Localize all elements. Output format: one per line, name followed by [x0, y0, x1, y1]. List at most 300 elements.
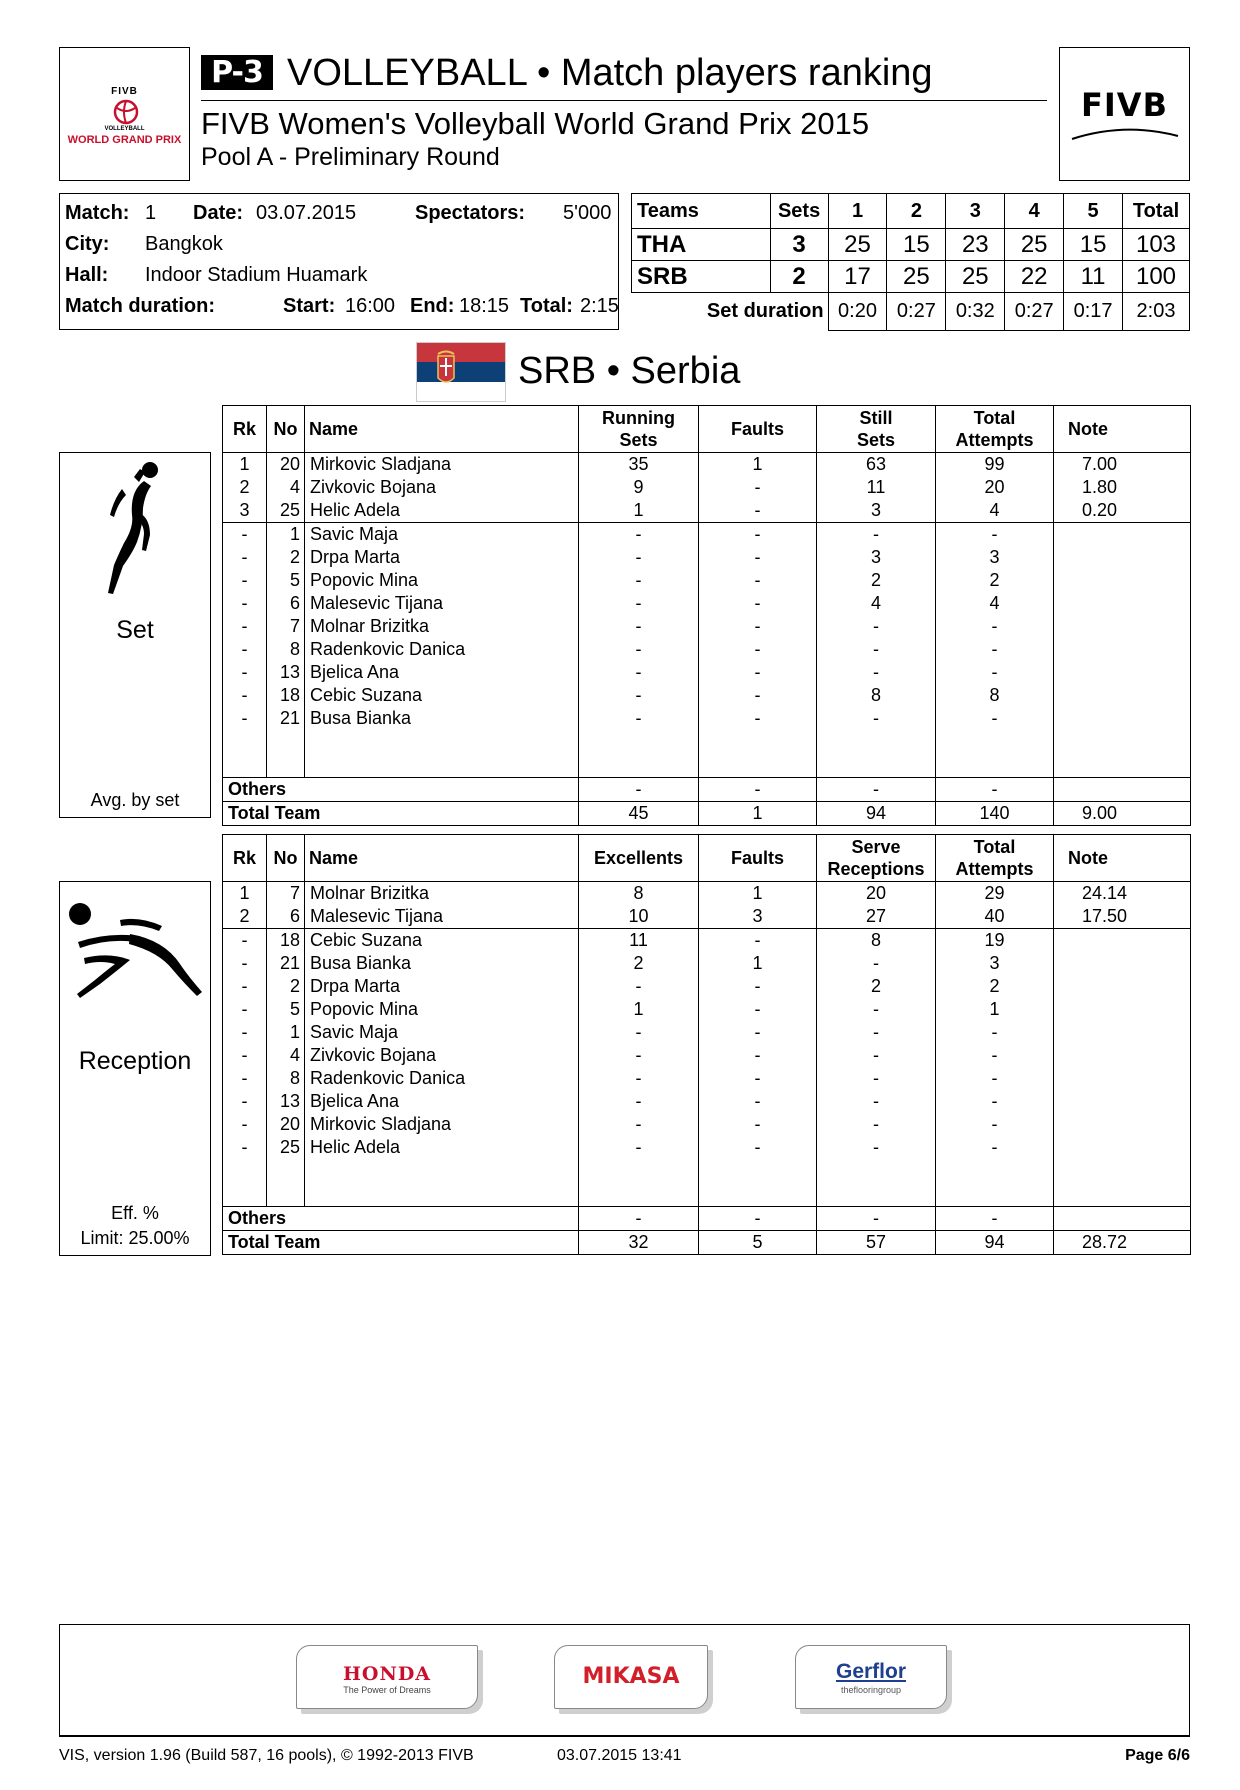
player-rank: -: [223, 1067, 267, 1090]
page-title: VOLLEYBALL • Match players ranking: [287, 52, 933, 94]
match-info-panel: [59, 193, 619, 330]
start-time: 16:00: [345, 295, 396, 317]
player-row: [223, 975, 1191, 998]
hall-label: Hall:: [65, 264, 109, 286]
total-points: 100: [1123, 261, 1190, 293]
team-heading: SRB • Serbia: [518, 350, 741, 392]
sponsor-name: HONDA: [342, 1663, 432, 1685]
others-note: [1054, 1206, 1191, 1230]
stat-value: -: [699, 476, 817, 499]
player-rank: -: [223, 1090, 267, 1113]
stat-value: 8: [936, 684, 1054, 707]
stat-value: -: [936, 1067, 1054, 1090]
total-value: 94: [817, 801, 936, 825]
sets-won: 2: [770, 261, 828, 293]
player-row: [223, 684, 1191, 707]
stat-value: -: [936, 1090, 1054, 1113]
player-note: [1054, 615, 1191, 638]
stat-value: 4: [817, 592, 936, 615]
empty-cell: [305, 1159, 579, 1206]
set-score: 15: [887, 229, 946, 261]
set-duration-row: [632, 293, 1190, 331]
player-rank: -: [223, 523, 267, 547]
stat-value: -: [579, 1090, 699, 1113]
stat-value: -: [699, 707, 817, 730]
others-value: -: [936, 1206, 1054, 1230]
player-rank: 2: [223, 905, 267, 929]
player-name: Bjelica Ana: [305, 661, 579, 684]
set-score: 11: [1064, 261, 1123, 293]
set-score: 23: [946, 229, 1005, 261]
reception-skill-label: Reception: [78, 1047, 192, 1075]
player-number: 13: [267, 1090, 305, 1113]
player-name: Drpa Marta: [305, 975, 579, 998]
stat-value: -: [936, 661, 1054, 684]
player-name: Zivkovic Bojana: [305, 1044, 579, 1067]
stat-value: 1: [936, 998, 1054, 1021]
player-row: [223, 929, 1191, 953]
set-score: 25: [1005, 229, 1064, 261]
player-row: [223, 707, 1191, 730]
end-label: End:: [410, 295, 455, 317]
stat-value: -: [579, 1136, 699, 1159]
excellents-header: Excellents: [579, 835, 699, 882]
note-header: Note: [1054, 835, 1191, 882]
others-label: Others: [223, 1206, 579, 1230]
stat-value: -: [817, 615, 936, 638]
player-note: [1054, 523, 1191, 547]
total-label: Total Team: [223, 801, 579, 825]
player-number: 13: [267, 661, 305, 684]
others-value: -: [817, 777, 936, 801]
total-attempts-header-line2: Attempts: [955, 859, 1034, 879]
set-duration: 0:27: [1005, 293, 1064, 331]
others-note: [1054, 777, 1191, 801]
player-name: Bjelica Ana: [305, 1090, 579, 1113]
still-sets-header: [817, 406, 936, 453]
stat-value: 27: [817, 905, 936, 929]
player-row: [223, 615, 1191, 638]
logo-volleyball-text: VOLLEYBALL: [104, 126, 145, 132]
player-number: 18: [267, 929, 305, 953]
player-note: [1054, 1044, 1191, 1067]
name-header: Name: [305, 406, 579, 453]
others-value: -: [936, 777, 1054, 801]
player-name: Popovic Mina: [305, 569, 579, 592]
stat-value: -: [579, 975, 699, 998]
stat-value: 2: [936, 569, 1054, 592]
date-label: Date:: [193, 202, 244, 224]
player-rank: -: [223, 975, 267, 998]
player-name: Malesevic Tijana: [305, 592, 579, 615]
player-name: Zivkovic Bojana: [305, 476, 579, 499]
set-duration-label: Set duration: [632, 293, 829, 331]
serve-receptions-header-line1: Serve: [851, 837, 901, 857]
empty-cell: [817, 1159, 936, 1206]
total-note: 28.72: [1054, 1230, 1191, 1254]
stat-value: 8: [817, 684, 936, 707]
player-name: Popovic Mina: [305, 998, 579, 1021]
player-note: 17.50: [1054, 905, 1191, 929]
empty-cell: [267, 730, 305, 777]
player-number: 2: [267, 975, 305, 998]
city-label: City:: [65, 233, 110, 255]
stat-value: -: [817, 707, 936, 730]
player-note: 24.14: [1054, 882, 1191, 906]
fivb-logo-text: FIVB: [1081, 86, 1168, 124]
player-name: Savic Maja: [305, 1021, 579, 1044]
title-divider: [201, 100, 1047, 101]
player-number: 25: [267, 499, 305, 523]
rank-header: Rk: [223, 406, 267, 453]
duration-label: Match duration:: [65, 295, 215, 317]
sponsor-name: Gerflor: [835, 1660, 906, 1683]
score-row-tha: [632, 229, 1190, 261]
total-team-row: [223, 1230, 1191, 1254]
empty-cell: [699, 1159, 817, 1206]
player-row: [223, 1067, 1191, 1090]
stat-value: -: [579, 707, 699, 730]
match-number: 1: [145, 202, 157, 224]
logo-fivb-text: FIVB: [111, 86, 138, 97]
player-number: 1: [267, 523, 305, 547]
set3-header: 3: [946, 194, 1005, 229]
total-attempts-header-line2: Attempts: [955, 430, 1034, 450]
stat-value: 2: [817, 569, 936, 592]
reception-ranking-table: [222, 834, 1191, 1255]
name-header: Name: [305, 835, 579, 882]
player-rank: -: [223, 1136, 267, 1159]
sets-header: Sets: [770, 194, 828, 229]
total-attempts-header: [936, 406, 1054, 453]
stat-value: -: [579, 615, 699, 638]
player-number: 7: [267, 615, 305, 638]
total-value: 94: [936, 1230, 1054, 1254]
stat-value: -: [699, 546, 817, 569]
total-attempts-header-line1: Total: [973, 408, 1016, 428]
total-value: 140: [936, 801, 1054, 825]
set-score: 25: [828, 229, 887, 261]
empty-cell: [699, 730, 817, 777]
set-duration: 0:32: [946, 293, 1005, 331]
stat-value: -: [817, 661, 936, 684]
player-note: [1054, 975, 1191, 998]
player-number: 5: [267, 998, 305, 1021]
stat-value: 4: [936, 592, 1054, 615]
player-rank: -: [223, 661, 267, 684]
player-row: [223, 569, 1191, 592]
player-note: [1054, 1021, 1191, 1044]
report-code-badge: P-3: [201, 55, 273, 90]
stat-value: -: [699, 998, 817, 1021]
stat-value: -: [699, 1136, 817, 1159]
stat-value: -: [817, 998, 936, 1021]
team-code: SRB: [632, 261, 771, 293]
player-note: [1054, 707, 1191, 730]
set-duration: 0:17: [1064, 293, 1123, 331]
score-table: [631, 193, 1190, 331]
stat-value: -: [699, 1021, 817, 1044]
player-name: Busa Bianka: [305, 707, 579, 730]
filler-row: [223, 1159, 1191, 1206]
stat-value: -: [699, 1113, 817, 1136]
stat-value: -: [579, 592, 699, 615]
player-row: [223, 476, 1191, 499]
stat-value: -: [699, 929, 817, 953]
sponsor-gerflor: [795, 1645, 947, 1709]
serbia-flag-icon: [416, 342, 506, 402]
player-rank: -: [223, 546, 267, 569]
stat-value: -: [699, 1090, 817, 1113]
score-header-row: [632, 194, 1190, 229]
rank-header: Rk: [223, 835, 267, 882]
player-name: Cebic Suzana: [305, 684, 579, 707]
serve-receptions-header: [817, 835, 936, 882]
empty-cell: [223, 730, 267, 777]
stat-value: -: [699, 975, 817, 998]
stat-value: 40: [936, 905, 1054, 929]
stat-value: 3: [817, 499, 936, 523]
stat-value: 8: [579, 882, 699, 906]
player-note: [1054, 684, 1191, 707]
world-grand-prix-logo: [59, 47, 190, 181]
stat-value: 19: [936, 929, 1054, 953]
stat-value: -: [579, 1021, 699, 1044]
stat-value: 3: [936, 546, 1054, 569]
empty-cell: [223, 1159, 267, 1206]
empty-cell: [1054, 730, 1191, 777]
stat-value: 3: [936, 952, 1054, 975]
player-note: [1054, 546, 1191, 569]
player-rank: -: [223, 952, 267, 975]
stat-value: -: [699, 1044, 817, 1067]
player-number: 8: [267, 1067, 305, 1090]
stat-value: 63: [817, 453, 936, 477]
stat-value: -: [817, 1136, 936, 1159]
player-number: 5: [267, 569, 305, 592]
number-header: No: [267, 835, 305, 882]
stat-value: -: [936, 523, 1054, 547]
player-rank: -: [223, 998, 267, 1021]
set-duration-total: 2:03: [1123, 293, 1190, 331]
stat-value: -: [579, 523, 699, 547]
stat-value: -: [699, 615, 817, 638]
fivb-logo: [1059, 47, 1190, 181]
player-row: [223, 523, 1191, 547]
total-label: Total:: [520, 295, 573, 317]
player-number: 20: [267, 453, 305, 477]
sets-won: 3: [770, 229, 828, 261]
player-rank: -: [223, 707, 267, 730]
serve-receptions-header-line2: Receptions: [827, 859, 925, 879]
player-note: [1054, 929, 1191, 953]
player-rank: 1: [223, 453, 267, 477]
player-rank: -: [223, 929, 267, 953]
player-rank: -: [223, 638, 267, 661]
footer-version: VIS, version 1.96 (Build 587, 16 pools), © 1992-2013 FIVB: [59, 1747, 474, 1764]
stat-value: 20: [936, 476, 1054, 499]
others-value: -: [817, 1206, 936, 1230]
stat-value: -: [579, 1113, 699, 1136]
footer-divider: [59, 1736, 1190, 1737]
stat-value: -: [699, 661, 817, 684]
stat-value: -: [579, 684, 699, 707]
player-row: [223, 1090, 1191, 1113]
stat-value: 1: [579, 998, 699, 1021]
others-value: -: [699, 1206, 817, 1230]
player-rank: 1: [223, 882, 267, 906]
player-row: [223, 952, 1191, 975]
fivb-swoosh-icon: [1070, 124, 1180, 142]
stat-value: 3: [699, 905, 817, 929]
player-row: [223, 905, 1191, 929]
hall-value: Indoor Stadium Huamark: [145, 264, 368, 286]
start-label: Start:: [283, 295, 336, 317]
player-name: Cebic Suzana: [305, 929, 579, 953]
stat-value: 2: [936, 975, 1054, 998]
total-value: 32: [579, 1230, 699, 1254]
player-number: 20: [267, 1113, 305, 1136]
others-value: -: [579, 1206, 699, 1230]
sponsor-mikasa: [554, 1645, 708, 1709]
stat-value: 8: [817, 929, 936, 953]
set-score: 15: [1064, 229, 1123, 261]
reception-skill-panel: [59, 881, 211, 1256]
stat-value: 4: [936, 499, 1054, 523]
stat-value: -: [579, 546, 699, 569]
empty-cell: [1054, 1159, 1191, 1206]
total-team-row: [223, 801, 1191, 825]
logo-world-grand-prix-text: WORLD GRAND PRIX: [67, 134, 182, 146]
player-name: Radenkovic Danica: [305, 638, 579, 661]
player-note: [1054, 998, 1191, 1021]
others-label: Others: [223, 777, 579, 801]
spectators-count: 5'000: [563, 202, 612, 224]
player-row: [223, 546, 1191, 569]
stat-value: -: [817, 1067, 936, 1090]
empty-cell: [936, 730, 1054, 777]
stat-value: 99: [936, 453, 1054, 477]
player-rank: -: [223, 1021, 267, 1044]
reception-limit-label: Limit: 25.00%: [80, 1228, 190, 1248]
stat-value: -: [936, 1113, 1054, 1136]
stat-value: -: [817, 523, 936, 547]
stat-value: -: [699, 684, 817, 707]
player-note: [1054, 1136, 1191, 1159]
player-row: [223, 1113, 1191, 1136]
stat-value: 9: [579, 476, 699, 499]
stat-value: -: [817, 1113, 936, 1136]
stat-value: -: [817, 1090, 936, 1113]
player-name: Mirkovic Sladjana: [305, 453, 579, 477]
set5-header: 5: [1064, 194, 1123, 229]
number-header: No: [267, 406, 305, 453]
player-number: 2: [267, 546, 305, 569]
team-code: THA: [632, 229, 771, 261]
footer-page-number: Page 6/6: [1125, 1747, 1190, 1764]
others-row: [223, 1206, 1191, 1230]
score-row-srb: [632, 261, 1190, 293]
player-row: [223, 1021, 1191, 1044]
set2-header: 2: [887, 194, 946, 229]
running-sets-header-line1: Running: [602, 408, 675, 428]
stat-value: 10: [579, 905, 699, 929]
empty-cell: [267, 1159, 305, 1206]
player-name: Savic Maja: [305, 523, 579, 547]
stat-value: 2: [817, 975, 936, 998]
stat-value: 1: [699, 882, 817, 906]
set-skill-panel: [59, 452, 211, 818]
player-note: [1054, 952, 1191, 975]
player-note: [1054, 1090, 1191, 1113]
set-table-body: [223, 453, 1191, 826]
player-rank: -: [223, 1113, 267, 1136]
stat-value: -: [936, 1021, 1054, 1044]
total-value: 5: [699, 1230, 817, 1254]
stat-value: -: [699, 569, 817, 592]
empty-cell: [305, 730, 579, 777]
running-sets-header: [579, 406, 699, 453]
player-note: [1054, 592, 1191, 615]
stat-value: 2: [579, 952, 699, 975]
still-sets-header-line2: Sets: [856, 430, 896, 450]
running-sets-header-line2: Sets: [619, 430, 658, 450]
city-value: Bangkok: [145, 233, 223, 255]
stat-value: 11: [579, 929, 699, 953]
empty-cell: [579, 730, 699, 777]
sponsor-tagline: theflooringroup: [840, 1685, 902, 1695]
stat-value: -: [699, 523, 817, 547]
stat-value: -: [817, 952, 936, 975]
player-name: Helic Adela: [305, 1136, 579, 1159]
stat-value: -: [936, 638, 1054, 661]
total-points: 103: [1123, 229, 1190, 261]
reception-pictogram-icon: [68, 900, 204, 1010]
set-ranking-table: [222, 405, 1191, 826]
player-note: [1054, 1113, 1191, 1136]
player-row: [223, 882, 1191, 906]
player-note: [1054, 638, 1191, 661]
stat-value: -: [936, 1136, 1054, 1159]
footer-timestamp: 03.07.2015 13:41: [557, 1747, 682, 1764]
stat-value: -: [579, 1067, 699, 1090]
player-number: 4: [267, 476, 305, 499]
player-note: [1054, 569, 1191, 592]
set-duration: 0:20: [828, 293, 887, 331]
player-name: Drpa Marta: [305, 546, 579, 569]
player-note: 0.20: [1054, 499, 1191, 523]
player-row: [223, 499, 1191, 523]
player-row: [223, 592, 1191, 615]
player-name: Molnar Brizitka: [305, 882, 579, 906]
sponsor-name: MIKASA: [582, 1664, 680, 1689]
sponsor-bar: [59, 1624, 1190, 1736]
total-value: 57: [817, 1230, 936, 1254]
total-attempts-header-line1: Total: [973, 837, 1016, 857]
player-rank: 2: [223, 476, 267, 499]
stat-value: 20: [817, 882, 936, 906]
player-name: Malesevic Tijana: [305, 905, 579, 929]
set-table-header: [223, 406, 1191, 453]
player-row: [223, 453, 1191, 477]
stat-value: -: [699, 592, 817, 615]
reception-table-header: [223, 835, 1191, 882]
competition-round: Pool A - Preliminary Round: [201, 143, 500, 171]
stat-value: -: [699, 499, 817, 523]
still-sets-header-line1: Still: [859, 408, 893, 428]
stat-value: 1: [699, 952, 817, 975]
player-number: 25: [267, 1136, 305, 1159]
